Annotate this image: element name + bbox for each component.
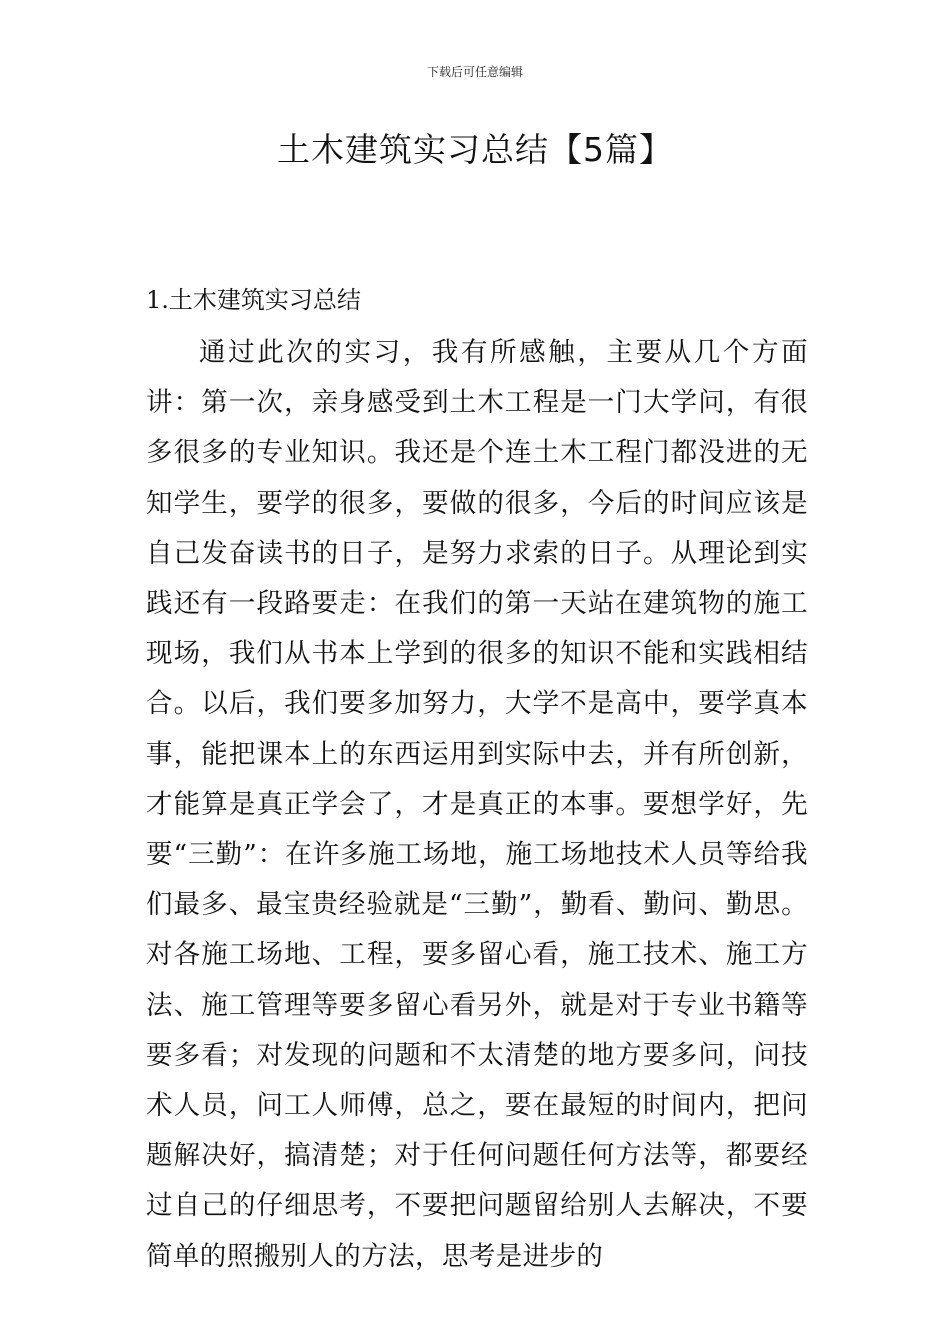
document-title: 土木建筑实习总结【5篇】 [277,130,673,169]
header-note: 下载后可任意编辑 [426,65,523,79]
body-paragraph: 通过此次的实习，我有所感触，主要从几个方面讲：第一次，亲身感受到土木工程是一门大学问，有很多很多的专业知识。我还是个连土木工程门都没进的无知学生，要学的很多，要做的很多，今后的时间应该是自己发奋读书的日子，是努力求索的日子。从理论到实践还有一段路要走：在我们的第一天站在建筑物的施工现场，我们从书本上学到的很多的知识不能和实践相结合。以后，我们要多加努力，大学不是高中，要学真本事，能把课本上的东西运用到实际中去，并有所创新，才能算是真正学会了，才是真正的本事。要想学好，先要“三勤”：在许多施工场地，施工场地技术人员等给我们最多、最宝贵经验就是“三勤”，勤看、勤问、勤思。对各施工场地、工程，要多留心看，施工技术、施工方法、施工管理等要多留心看另外，就是对于专业书籍等要多看；对发现的问题和不太清楚的地方要多问，问技术人员，问工人师傅，总之，要在最短的时间内，把问题解决好，搞清楚；对于任何问题任何方法等，都要经过自己的仔细思考，不要把问题留给别人去解决，不要简单的照搬别人的方法，思考是进步的 [146,337,808,1272]
section-heading: 1.土木建筑实习总结 [146,286,361,314]
